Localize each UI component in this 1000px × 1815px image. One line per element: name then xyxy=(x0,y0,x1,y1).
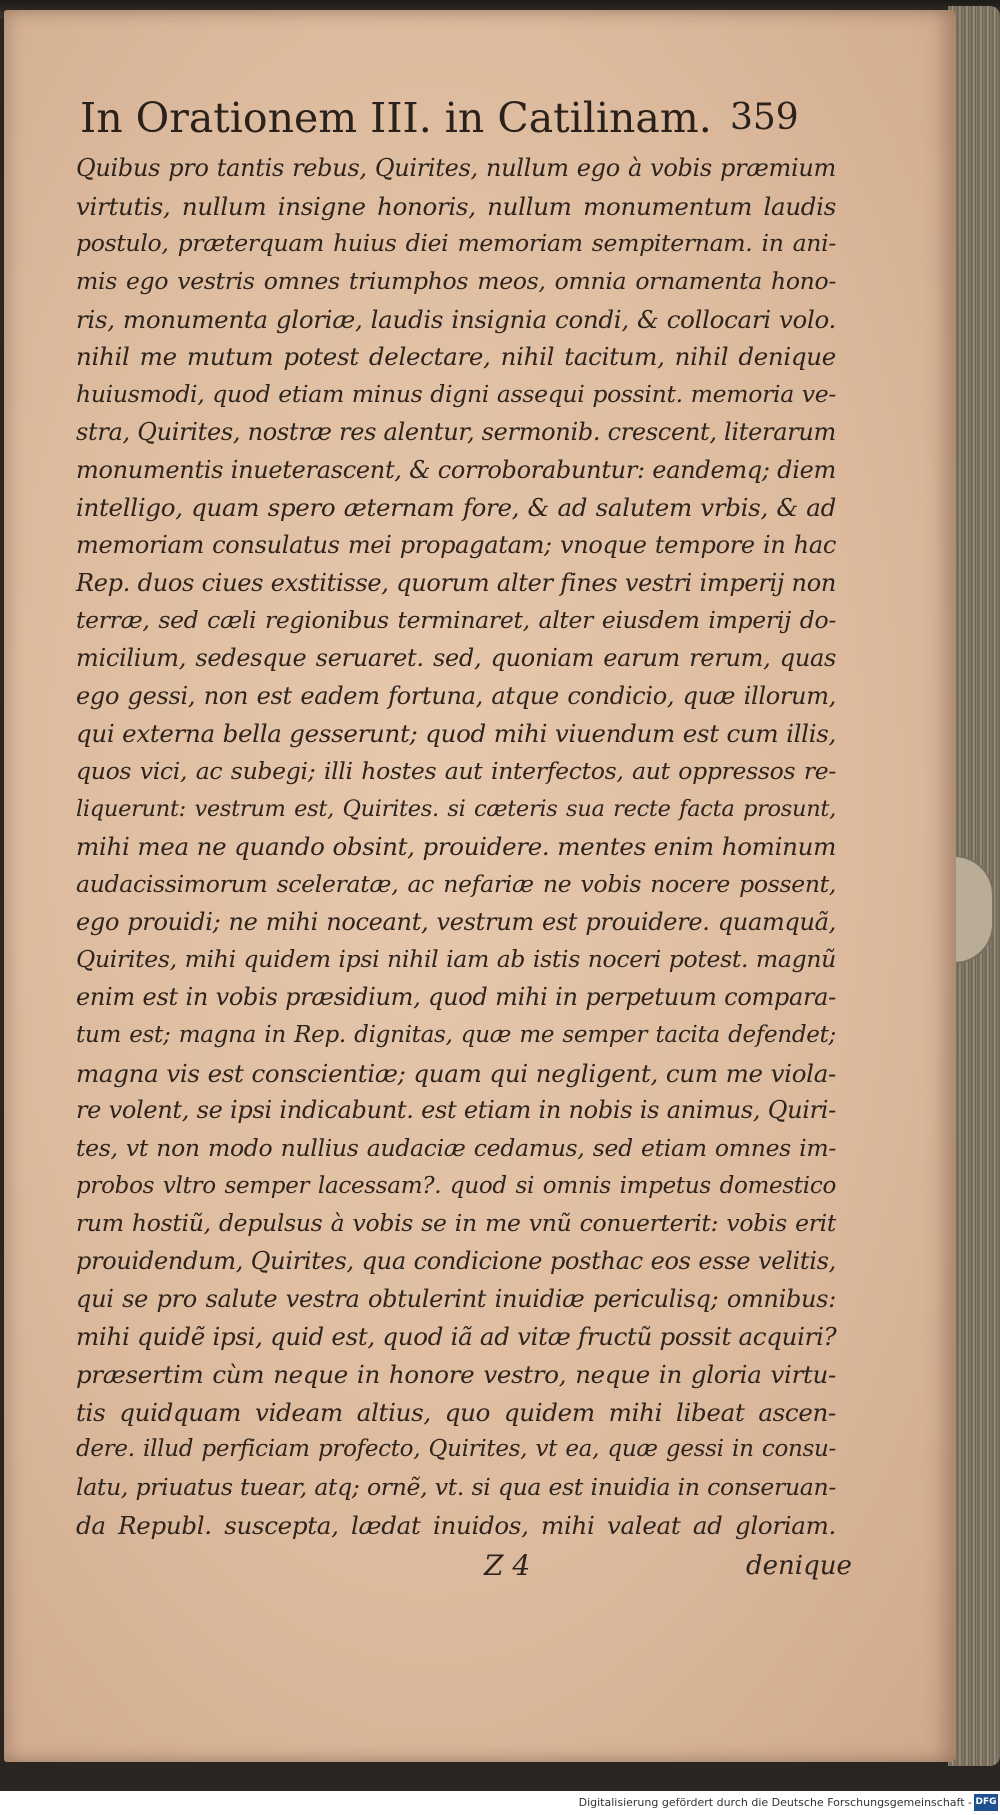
text-line: virtutis, nullum insigne honoris, nullum monumentum laudis xyxy=(76,191,836,221)
text-line: ego prouidi; ne mihi noceant, vestrum est prouidere. quamquã, xyxy=(76,907,836,936)
text-line: ego gessi, non est eadem fortuna, atque condicio, quæ illorum, xyxy=(76,681,836,710)
text-line: rum hostiũ, depulsus à vobis se in me vnũ conuerterit: vobis erit xyxy=(76,1209,836,1238)
book-page xyxy=(4,10,956,1762)
text-line: dere. illud perficiam profecto, Quirites, vt ea, quæ gessi in consu- xyxy=(76,1436,836,1463)
footer-bar xyxy=(0,1791,1000,1815)
text-line: latu, priuatus tuear, atq; ornẽ, vt. si qua est inuidia in conseruan- xyxy=(76,1473,836,1502)
running-head: In Orationem III. in Catilinam. xyxy=(80,94,712,142)
text-line: re volent, se ipsi indicabunt. est etiam in nobis is animus, Quiri- xyxy=(76,1096,836,1125)
text-line: prouidendum, Quirites, qua condicione posthac eos esse velitis, xyxy=(76,1246,836,1275)
text-line: Quibus pro tantis rebus, Quirites, nullum ego à vobis præmium xyxy=(76,154,836,182)
text-line: nihil me mutum potest delectare, nihil tacitum, nihil denique xyxy=(76,342,836,372)
text-line: memoriam consulatus mei propagatam; vnoque tempore in hac xyxy=(76,530,836,559)
text-line: liquerunt: vestrum est, Quirites. si cæteris sua recte facta prosunt, xyxy=(76,795,836,822)
text-line: quos vici, ac subegi; illi hostes aut interfectos, aut oppressos re- xyxy=(76,757,836,785)
text-line: Quirites, mihi quidem ipsi nihil iam ab istis noceri potest. magnũ xyxy=(76,945,836,974)
body-text xyxy=(76,150,836,1544)
text-line: postulo, præterquam huius diei memoriam sempiternam. in ani- xyxy=(76,229,836,258)
text-line: audacissimorum sceleratæ, ac nefariæ ne vobis nocere possent, xyxy=(76,870,836,899)
dfg-logo: DFG xyxy=(974,1794,998,1811)
catchword: denique xyxy=(746,1551,852,1581)
text-line: qui externa bella gesserunt; quod mihi viuendum est cum illis, xyxy=(76,719,836,749)
page-number: 359 xyxy=(730,97,799,138)
text-line: huiusmodi, quod etiam minus digni assequi possint. memoria ve- xyxy=(76,380,836,409)
text-line: enim est in vobis præsidium, quod mihi in perpetuum compara- xyxy=(76,983,836,1012)
text-line: terræ, sed cæli regionibus terminaret, alter eiusdem imperij do- xyxy=(76,606,836,635)
text-line: micilium, sedesque seruaret. sed, quoniam earum rerum, quas xyxy=(76,643,836,672)
text-line: intelligo, quam spero æternam fore, & ad salutem vrbis, & ad xyxy=(76,493,836,523)
text-line: da Republ. suscepta, lædat inuidos, mihi valeat ad gloriam. xyxy=(76,1510,836,1540)
text-line: mihi mea ne quando obsint, prouidere. mentes enim hominum xyxy=(76,832,836,862)
text-line: qui se pro salute vestra obtulerint inuidiæ periculisq; omnibus: xyxy=(76,1284,836,1313)
text-line: tum est; magna in Rep. dignitas, quæ me semper tacita defendet; xyxy=(76,1021,836,1048)
text-line: monumentis inueterascent, & corroborabuntur: eandemq; diem xyxy=(76,455,836,484)
text-line: magna vis est conscientiæ; quam qui negligent, cum me viola- xyxy=(76,1058,836,1088)
text-line: tis quidquam videam altius, quo quidem mihi libeat ascen- xyxy=(76,1397,836,1427)
text-line: ris, monumenta gloriæ, laudis insignia condi, & collocari volo. xyxy=(76,304,836,334)
text-line: mis ego vestris omnes triumphos meos, omnia ornamenta hono- xyxy=(76,267,836,296)
text-line: stra, Quirites, nostræ res alentur, sermonib. crescent, literarum xyxy=(76,417,836,446)
text-line: Rep. duos ciues exstitisse, quorum alter fines vestri imperij non xyxy=(76,568,836,597)
text-line: mihi quidẽ ipsi, quid est, quod iã ad vitæ fructũ possit acquiri? xyxy=(76,1322,837,1352)
text-line: tes, vt non modo nullius audaciæ cedamus, sed etiam omnes im- xyxy=(76,1133,836,1162)
text-line: probos vltro semper lacessam?. quod si omnis impetus domestico xyxy=(76,1172,836,1199)
signature-mark: Z 4 xyxy=(484,1549,531,1582)
text-line: præsertim cùm neque in honore vestro, neque in gloria virtu- xyxy=(76,1360,836,1389)
funding-credit: Digitalisierung gefördert durch die Deutsche Forschungsgemeinschaft - xyxy=(578,1796,972,1809)
